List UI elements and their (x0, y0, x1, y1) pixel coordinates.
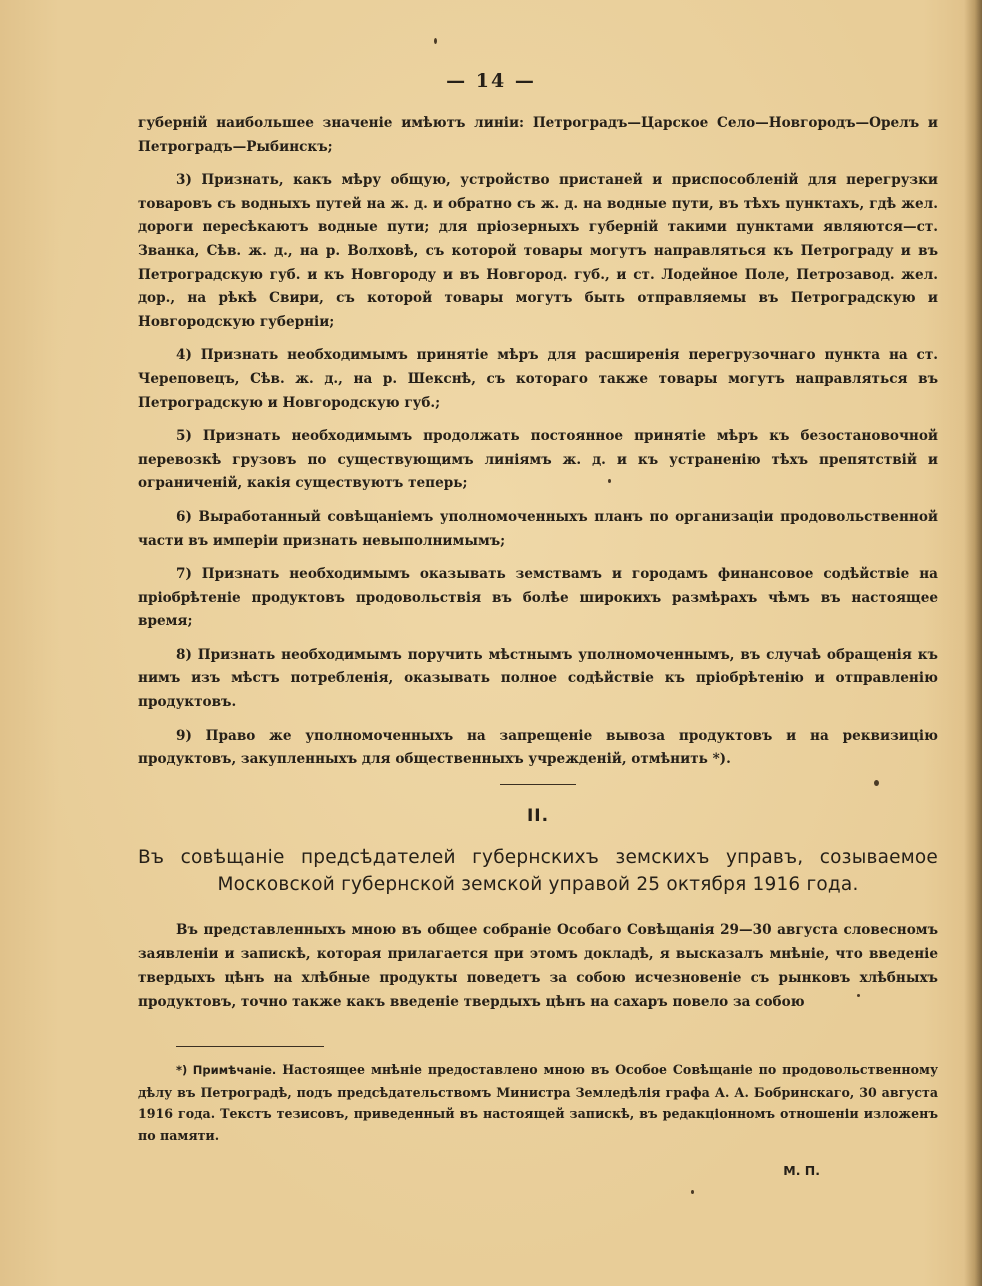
page-number: — 14 — (446, 70, 536, 92)
section-paragraph: Въ представленныхъ мною въ общее собраніе Особаго Совѣщанія 29—30 августа словесномъ заявленіи и запискѣ, которая прилагается при этомъ докладѣ, я высказалъ мнѣніе, что введеніе твердыхъ цѣнъ на хлѣбные продукты поведетъ за собою исчезновеніе съ рынковъ хлѣбныхъ продуктовъ, точно также какъ введеніе твердыхъ цѣнъ на сахаръ повело за собою (138, 922, 938, 1011)
footnote-text: Настоящее мнѣніе предоставлено мною въ Особое Совѣщаніе по продовольственному дѣлу въ Петроградѣ, подъ предсѣдательствомъ Министра Земледѣлія графа А. А. Бобринскаго, 30 августа 1916 года. Текстъ тезисовъ, приведенный въ настоящей запискѣ, въ редакціонномъ отношеніи изложенъ по памяти. (138, 1062, 939, 1143)
ink-speck (608, 479, 611, 483)
paragraph-item-4: 4) Признать необходимымъ принятіе мѣръ для расширенія перегрузочнаго пункта на ст. Череповецъ, Сѣв. ж. д., на р. Шекснѣ, съ котораго также товары могутъ направляться въ Петроградскую и Новгородскую губ.; (138, 347, 938, 411)
section-heading: Въ совѣщаніе предсѣдателей губернскихъ земскихъ управъ, созываемое Московской губернской земской управой 25 октября 1916 года. (138, 847, 938, 896)
paragraph-item-5: 5) Признать необходимымъ продолжать постоянное принятіе мѣръ къ безостановочной перевозкѣ грузовъ по существующимъ линіямъ ж. д. и къ устраненію тѣхъ препятствій и ограниченій, какія существуютъ теперь; (138, 428, 938, 492)
signature-initials: М. П. (783, 1163, 820, 1179)
paragraph-item-7: 7) Признать необходимымъ оказывать земствамъ и городамъ финансовое содѣйствіе на пріобрѣтеніе продуктовъ продовольствія въ болѣе широкихъ размѣрахъ чѣмъ въ настоящее время; (138, 566, 938, 630)
paragraph-item-3: 3) Признать, какъ мѣру общую, устройство пристаней и приспособленій для перегрузки товаровъ съ водныхъ путей на ж. д. и обратно съ ж. д. на водные пути, въ тѣхъ пунктахъ, гдѣ жел. дороги пересѣкаютъ водные пути; для пріозерныхъ губерній такими пунктами являются—ст. Званка, Сѣв. ж. д., на р. Волховѣ, съ которой товары могутъ направляться къ Петрограду и въ Петроградскую губ. и къ Новгороду и въ Новгород. губ., и ст. Лодейное Поле, Петрозавод. жел. дор., на рѣкѣ Свири, съ которой товары могутъ быть отправляемы въ Петроградскую и Новгородскую губерніи; (138, 172, 938, 330)
ink-speck (691, 1190, 694, 1194)
paragraph-item-9: 9) Право же уполномоченныхъ на запрещеніе вывоза продуктовъ и на реквизицію продуктовъ, закупленныхъ для общественныхъ учрежденій, отмѣнить *). (138, 727, 938, 768)
paragraph-item-8: 8) Признать необходимымъ поручить мѣстнымъ уполномоченнымъ, въ случаѣ обращенія къ нимъ изъ мѣстъ потребленія, оказывать полное содѣйствіе къ пріобрѣтенію и отправленію продуктовъ. (138, 646, 938, 711)
footnote (138, 1059, 938, 1146)
section-divider (500, 784, 576, 785)
ink-speck (434, 38, 437, 44)
section-number: II. (526, 805, 550, 826)
page-edge-shadow (964, 0, 982, 1286)
footnote-divider (176, 1046, 324, 1047)
document-body (138, 112, 938, 1183)
paragraph-continuation: губерній наибольшее значеніе имѣютъ линіи: Петроградъ—Царское Село—Новгородъ—Орелъ и Петроградъ—Рыбинскъ; (138, 115, 938, 155)
ink-speck (857, 994, 860, 997)
paragraph-item-6: 6) Выработанный совѣщаніемъ уполномоченныхъ планъ по организаціи продовольственной части въ имперіи признать невыполнимымъ; (138, 508, 938, 549)
ink-speck (874, 780, 879, 786)
footnote-label: *) Примѣчаніе. (176, 1063, 277, 1078)
